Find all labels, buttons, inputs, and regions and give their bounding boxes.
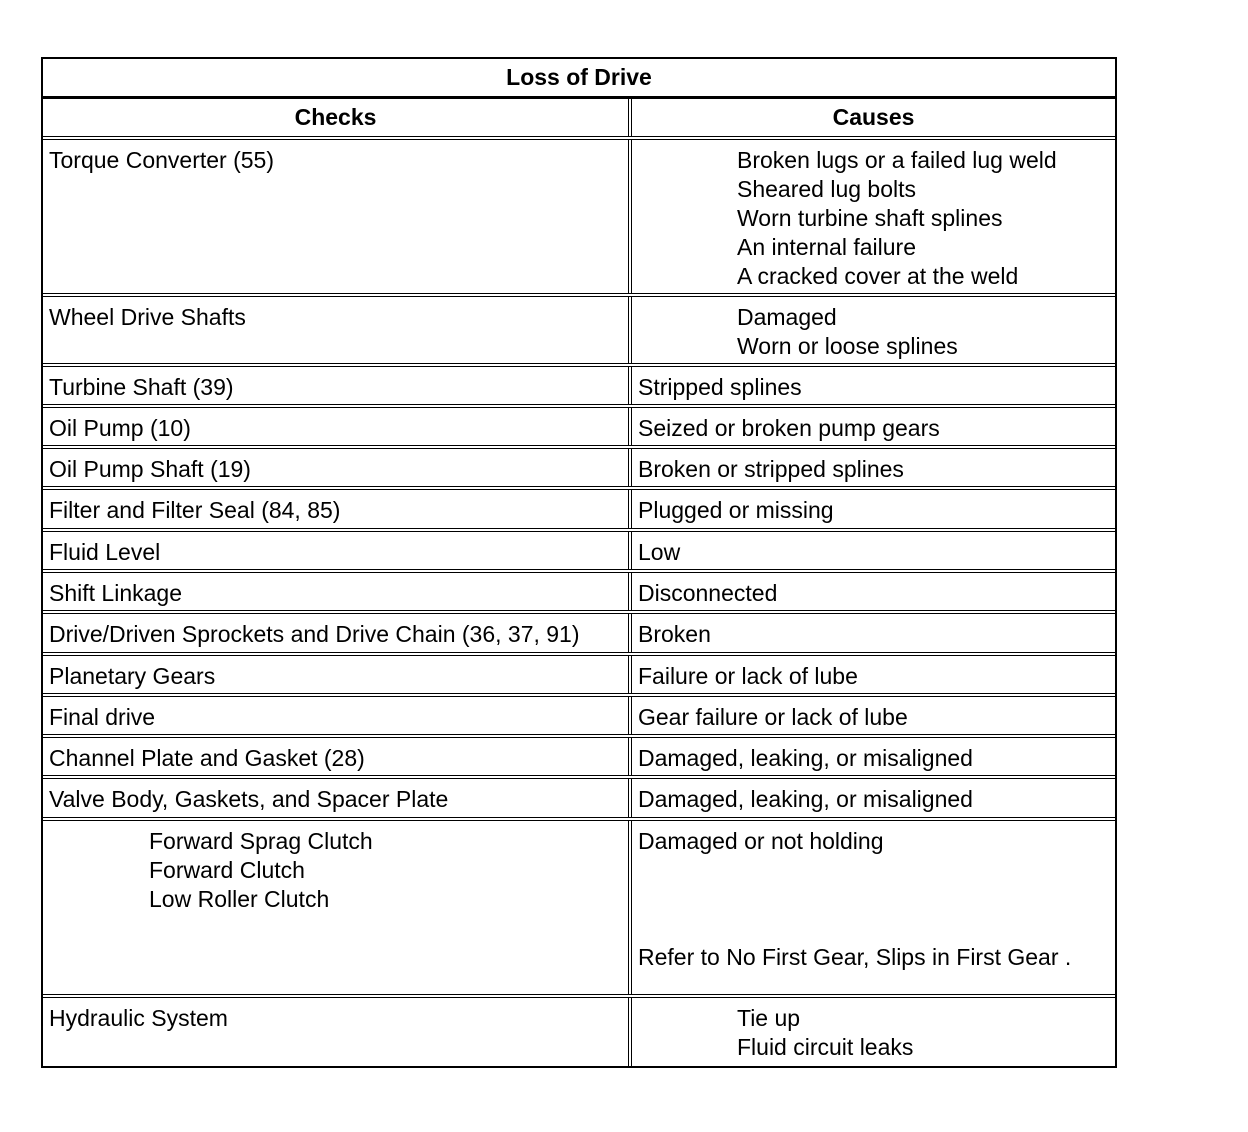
cause-cell [632, 297, 1115, 363]
check-text: Wheel Drive Shafts [49, 304, 246, 330]
cause-text: Sheared lug bolts [737, 176, 917, 202]
cause-text: Damaged or not holding [638, 828, 884, 854]
table-row [43, 297, 1115, 367]
table-title: Loss of Drive [43, 59, 1115, 99]
check-cell: Valve Body, Gaskets, and Spacer Plate [43, 779, 632, 817]
table-row [43, 697, 1115, 738]
check-cell: Turbine Shaft (39) [43, 367, 632, 404]
check-cell [43, 998, 632, 1066]
cause-cell: Broken [638, 621, 711, 647]
cause-cell [632, 140, 1115, 293]
check-text: Forward Clutch [149, 857, 305, 883]
cause-text: Tie up [737, 1005, 801, 1031]
table-row [43, 140, 1115, 297]
table-row [43, 656, 1115, 697]
table-row [43, 408, 1115, 449]
cause-text: Worn turbine shaft splines [737, 205, 1003, 231]
table-row [43, 532, 1115, 573]
cause-cell: Seized or broken pump gears [638, 415, 940, 441]
table-row [43, 449, 1115, 490]
table-row [43, 779, 1115, 821]
check-cell: Drive/Driven Sprockets and Drive Chain (36, 37, 91) [43, 614, 632, 652]
cause-cell: Low [638, 539, 681, 565]
check-cell [43, 140, 632, 293]
check-cell [43, 821, 632, 994]
table-row [43, 738, 1115, 779]
table-header-row [43, 99, 1115, 140]
check-cell: Fluid Level [43, 532, 632, 569]
table-row [43, 367, 1115, 408]
check-text: Hydraulic System [49, 1005, 228, 1031]
cause-cell: Stripped splines [638, 374, 802, 400]
cause-text: A cracked cover at the weld [737, 263, 1019, 289]
cause-cell [632, 998, 1115, 1066]
cause-text: An internal failure [737, 234, 916, 260]
cause-cell: Damaged, leaking, or misaligned [638, 745, 973, 771]
table-row [43, 614, 1115, 656]
checks-header: Checks [43, 99, 632, 136]
cause-cell: Broken or stripped splines [638, 456, 904, 482]
causes-header: Causes [832, 104, 915, 130]
cause-cell: Gear failure or lack of lube [638, 704, 908, 730]
cause-cell: Disconnected [638, 580, 778, 606]
check-cell: Filter and Filter Seal (84, 85) [43, 490, 632, 528]
check-cell: Oil Pump (10) [43, 408, 632, 445]
check-cell: Oil Pump Shaft (19) [43, 449, 632, 486]
table-row [43, 998, 1115, 1066]
check-text: Low Roller Clutch [149, 886, 330, 912]
check-cell: Final drive [43, 697, 632, 734]
loss-of-drive-table [41, 57, 1117, 1068]
check-text: Forward Sprag Clutch [149, 828, 373, 854]
cause-text: Worn or loose splines [737, 333, 958, 359]
cause-text: Fluid circuit leaks [737, 1034, 914, 1060]
check-cell: Channel Plate and Gasket (28) [43, 738, 632, 775]
cause-cell [632, 821, 1115, 994]
check-cell [43, 297, 632, 363]
table-row [43, 821, 1115, 998]
cause-text: Damaged [737, 304, 837, 330]
check-cell: Shift Linkage [43, 573, 632, 610]
cause-cell: Failure or lack of lube [638, 663, 858, 689]
cause-cell: Plugged or missing [638, 497, 834, 523]
table-row [43, 490, 1115, 532]
cause-note: Refer to No First Gear, Slips in First Gear . [638, 944, 1072, 970]
check-cell: Planetary Gears [43, 656, 632, 693]
table-row [43, 573, 1115, 614]
cause-cell: Damaged, leaking, or misaligned [638, 786, 973, 812]
cause-text: Broken lugs or a failed lug weld [737, 147, 1057, 173]
check-text: Torque Converter (55) [49, 147, 274, 173]
